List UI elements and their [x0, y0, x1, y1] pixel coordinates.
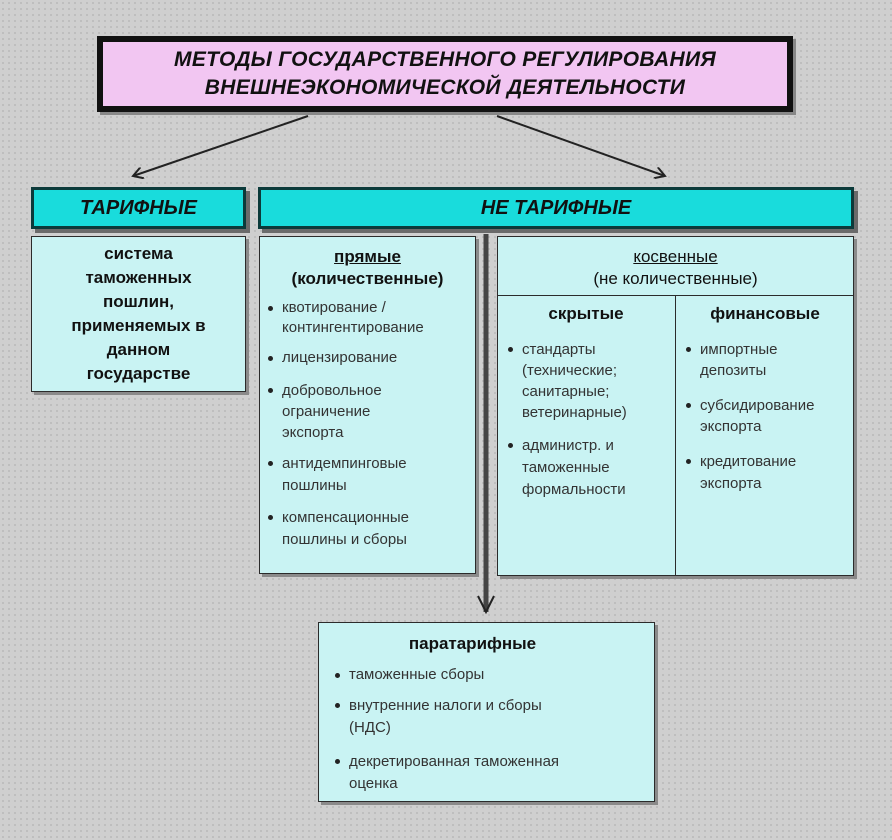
hidden-list — [504, 339, 672, 501]
bullet-icon — [508, 443, 513, 448]
list-item: лицензирование — [264, 348, 475, 368]
bullet-icon — [686, 403, 691, 408]
hidden-title: скрытые — [548, 304, 624, 323]
paratariff-box — [318, 622, 655, 802]
hidden-column — [500, 303, 672, 501]
indirect-subtitle: (не количественные) — [593, 269, 758, 288]
direct-subtitle: (количественные) — [291, 269, 444, 288]
bullet-icon — [268, 388, 273, 393]
list-item: администр. и таможенные формальности — [504, 435, 672, 501]
bullet-icon — [268, 515, 273, 520]
bullet-icon — [335, 703, 340, 708]
list-item: антидемпинговые пошлины — [264, 453, 475, 497]
direct-list — [264, 298, 475, 551]
financial-title: финансовые — [710, 304, 820, 323]
tariff-line: пошлин, — [102, 292, 175, 311]
list-item: декретированная таможенная оценка — [331, 751, 654, 795]
tariff-line: данном — [106, 340, 171, 359]
direct-title: прямые — [334, 247, 401, 266]
title-line-2: ВНЕШНЕЭКОНОМИЧЕСКОЙ ДЕЯТЕЛЬНОСТИ — [204, 76, 686, 99]
arrow-to-tariff — [133, 116, 308, 176]
tariff-header: ТАРИФНЫЕ — [31, 187, 246, 229]
indirect-title: косвенные — [633, 247, 718, 266]
list-item: добровольное ограничение экспорта — [264, 380, 475, 443]
direct-box — [259, 236, 476, 574]
tariff-line: государстве — [86, 364, 191, 383]
bullet-icon — [686, 459, 691, 464]
bullet-icon — [335, 673, 340, 678]
list-item: кредитование экспорта — [682, 451, 852, 495]
paratariff-list — [331, 665, 654, 795]
bullet-icon — [268, 461, 273, 466]
list-item: таможенные сборы — [331, 665, 654, 685]
list-item: внутренние налоги и сборы (НДС) — [331, 695, 654, 739]
bullet-icon — [686, 347, 691, 352]
bullet-icon — [508, 347, 513, 352]
list-item: стандарты (технические; санитарные; ветеринарные) — [504, 339, 672, 423]
bullet-icon — [268, 356, 273, 361]
list-item: компенсационные пошлины и сборы — [264, 507, 475, 551]
tariff-box — [31, 236, 246, 392]
paratariff-title: паратарифные — [408, 634, 537, 653]
financial-list — [682, 339, 852, 495]
arrow-to-nontariff — [497, 116, 665, 176]
indirect-divider-vertical — [675, 295, 676, 576]
list-item: квотирование / контингентирование — [264, 298, 475, 338]
tariff-line: таможенных — [85, 268, 192, 287]
diagram-title — [97, 36, 793, 112]
bullet-icon — [335, 759, 340, 764]
title-line-1: МЕТОДЫ ГОСУДАРСТВЕННОГО РЕГУЛИРОВАНИЯ — [174, 48, 716, 71]
arrow-to-paratariff-head — [478, 596, 494, 612]
tariff-line: система — [104, 244, 173, 263]
nontariff-header: НЕ ТАРИФНЫЕ — [258, 187, 854, 229]
list-item: импортные депозиты — [682, 339, 852, 381]
tariff-line: применяемых в — [71, 316, 206, 335]
bullet-icon — [268, 306, 273, 311]
financial-column — [678, 303, 852, 495]
list-item: субсидирование экспорта — [682, 395, 852, 437]
